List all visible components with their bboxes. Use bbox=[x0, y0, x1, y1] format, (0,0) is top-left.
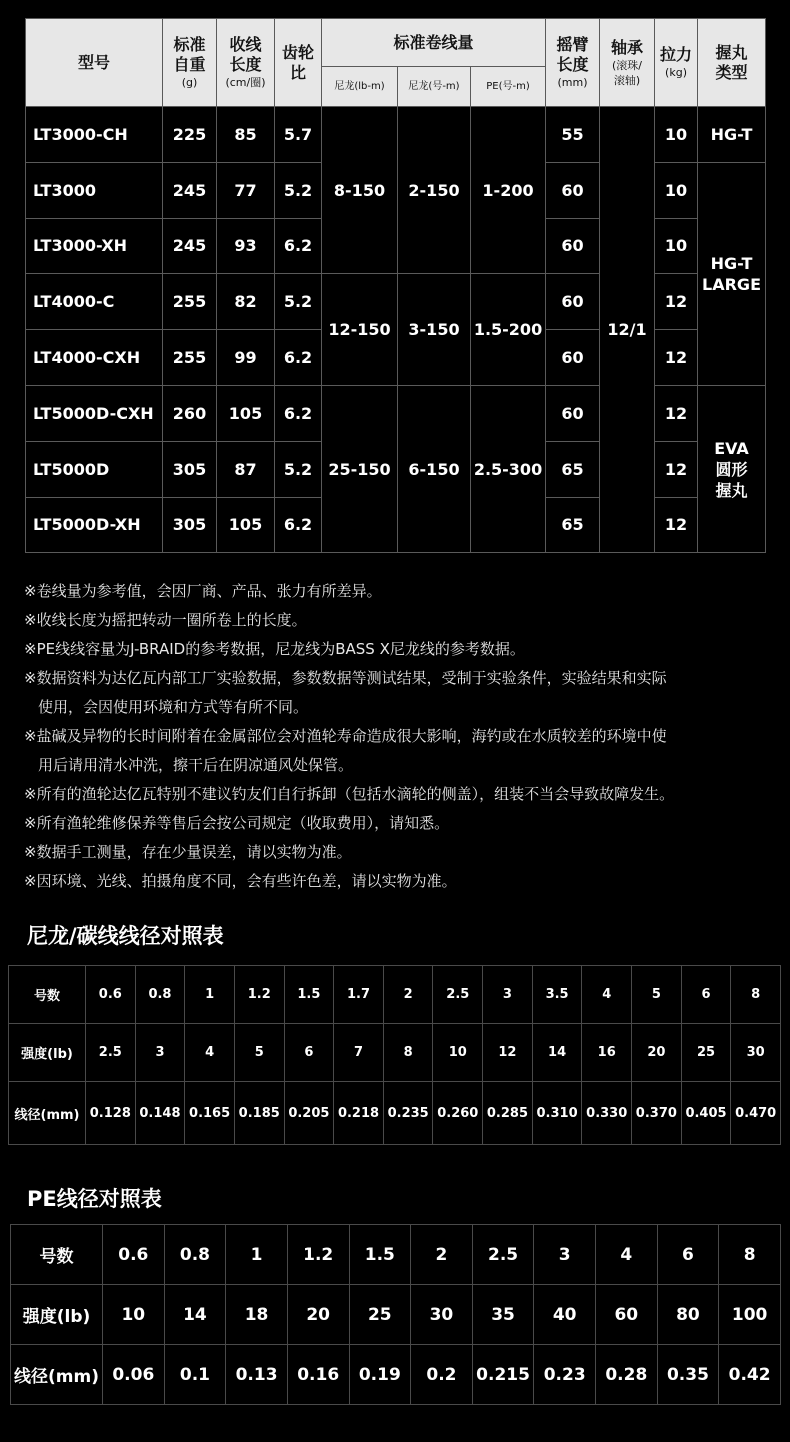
table-cell: 2 bbox=[411, 1225, 473, 1285]
knob-line: LARGE bbox=[702, 274, 761, 294]
handle-cell: 60 bbox=[546, 274, 600, 330]
table-cell: 5 bbox=[234, 1024, 284, 1082]
table-cell: 100 bbox=[719, 1285, 781, 1345]
gear-cell: 5.2 bbox=[275, 274, 322, 330]
drag-cell: 12 bbox=[655, 274, 698, 330]
table-row bbox=[26, 107, 766, 163]
gear-cell: 6.2 bbox=[275, 497, 322, 553]
table-cell: 7 bbox=[334, 1024, 384, 1082]
table-cell: 10 bbox=[103, 1285, 165, 1345]
model-cell: LT4000-C bbox=[26, 274, 163, 330]
table-cell: 6 bbox=[657, 1225, 719, 1285]
retrieve-cell: 85 bbox=[217, 107, 275, 163]
table-cell: 0.1 bbox=[164, 1345, 226, 1405]
header-bearing-unit: (滚珠/滚轴) bbox=[612, 58, 643, 87]
model-cell: LT3000-XH bbox=[26, 218, 163, 274]
table-cell: 1.5 bbox=[284, 966, 334, 1024]
table-row bbox=[9, 1082, 781, 1145]
table-cell: 0.470 bbox=[731, 1082, 781, 1145]
cap-pe-cell: 1-200 bbox=[471, 107, 546, 274]
model-cell: LT3000-CH bbox=[26, 107, 163, 163]
note-line: ※所有渔轮维修保养等售后会按公司规定（收取费用），请知悉。 bbox=[24, 814, 450, 832]
gear-cell: 5.7 bbox=[275, 107, 322, 163]
note-line: ※PE线线容量为J-BRAID的参考数据，尼龙线为BASS X尼龙线的参考数据。 bbox=[24, 640, 525, 658]
table-cell: 8 bbox=[383, 1024, 433, 1082]
bearing-cell: 12/1 bbox=[600, 107, 655, 553]
gear-cell: 6.2 bbox=[275, 330, 322, 386]
note-line: 使用，会因使用环境和方式等有所不同。 bbox=[38, 698, 309, 716]
header-gear-label: 齿轮比 bbox=[281, 42, 314, 82]
header-weight bbox=[163, 19, 217, 107]
table-row bbox=[26, 385, 766, 441]
table-cell: 0.2 bbox=[411, 1345, 473, 1405]
note-line: ※盐碱及异物的长时间附着在金属部位会对渔轮寿命造成很大影响，海钓或在水质较差的环境中使 bbox=[24, 727, 667, 745]
row-header-cell: 号数 bbox=[11, 1225, 103, 1285]
table-cell: 0.6 bbox=[86, 966, 136, 1024]
note-line: ※因环境、光线、拍摄角度不同，会有些许色差，请以实物为准。 bbox=[24, 872, 457, 890]
table-cell: 1.2 bbox=[287, 1225, 349, 1285]
table-cell: 6 bbox=[681, 966, 731, 1024]
nylon-diameter-table bbox=[8, 965, 781, 1145]
note-line: 用后请用清水冲洗，擦干后在阴凉通风处保管。 bbox=[38, 756, 354, 774]
gear-cell: 5.2 bbox=[275, 441, 322, 497]
drag-cell: 12 bbox=[655, 441, 698, 497]
retrieve-cell: 105 bbox=[217, 497, 275, 553]
handle-cell: 65 bbox=[546, 497, 600, 553]
drag-cell: 12 bbox=[655, 385, 698, 441]
table-cell: 18 bbox=[226, 1285, 288, 1345]
cap-nylon-lb-cell: 25-150 bbox=[322, 385, 398, 552]
table-cell: 0.28 bbox=[596, 1345, 658, 1405]
header-weight-unit: (g) bbox=[181, 76, 198, 89]
model-cell: LT5000D bbox=[26, 441, 163, 497]
table-cell: 0.23 bbox=[534, 1345, 596, 1405]
header-drag bbox=[655, 19, 698, 107]
table-cell: 0.285 bbox=[483, 1082, 533, 1145]
table-cell: 0.205 bbox=[284, 1082, 334, 1145]
table-cell: 2 bbox=[383, 966, 433, 1024]
row-header-cell: 强度(lb) bbox=[11, 1285, 103, 1345]
table-cell: 0.215 bbox=[472, 1345, 534, 1405]
table-cell: 14 bbox=[532, 1024, 582, 1082]
table-cell: 0.35 bbox=[657, 1345, 719, 1405]
table-cell: 80 bbox=[657, 1285, 719, 1345]
table-cell: 20 bbox=[632, 1024, 682, 1082]
knob-line: HG-T bbox=[710, 253, 753, 273]
cap-nylon-no-cell: 3-150 bbox=[398, 274, 471, 386]
knob-cell bbox=[698, 162, 766, 385]
retrieve-cell: 99 bbox=[217, 330, 275, 386]
table-cell: 20 bbox=[287, 1285, 349, 1345]
weight-cell: 305 bbox=[163, 497, 217, 553]
table-cell: 0.16 bbox=[287, 1345, 349, 1405]
retrieve-cell: 105 bbox=[217, 385, 275, 441]
table-row bbox=[11, 1345, 781, 1405]
row-header-cell: 号数 bbox=[9, 966, 86, 1024]
header-handle-unit: (mm) bbox=[557, 76, 588, 89]
table-cell: 0.310 bbox=[532, 1082, 582, 1145]
handle-cell: 60 bbox=[546, 385, 600, 441]
gear-cell: 6.2 bbox=[275, 385, 322, 441]
table-row bbox=[11, 1285, 781, 1345]
cap-nylon-no-cell: 2-150 bbox=[398, 107, 471, 274]
handle-cell: 60 bbox=[546, 162, 600, 218]
table-cell: 12 bbox=[483, 1024, 533, 1082]
note-line: ※收线长度为摇把转动一圈所卷上的长度。 bbox=[24, 611, 307, 629]
table-cell: 5 bbox=[632, 966, 682, 1024]
table-cell: 0.8 bbox=[135, 966, 185, 1024]
table-cell: 0.06 bbox=[103, 1345, 165, 1405]
table-row bbox=[9, 1024, 781, 1082]
handle-cell: 60 bbox=[546, 330, 600, 386]
table-cell: 0.19 bbox=[349, 1345, 411, 1405]
table-cell: 0.330 bbox=[582, 1082, 632, 1145]
gear-cell: 6.2 bbox=[275, 218, 322, 274]
table-cell: 14 bbox=[164, 1285, 226, 1345]
cap-nylon-lb-cell: 12-150 bbox=[322, 274, 398, 386]
header-cap-nylon-lb: 尼龙(lb-m) bbox=[322, 67, 398, 107]
table-cell: 25 bbox=[349, 1285, 411, 1345]
table-cell: 60 bbox=[596, 1285, 658, 1345]
table-cell: 10 bbox=[433, 1024, 483, 1082]
header-retrieve-unit: (cm/圈) bbox=[225, 76, 266, 89]
header-knob bbox=[698, 19, 766, 107]
note-line: ※数据资料为达亿瓦内部工厂实验数据，参数数据等测试结果，受制于实验条件，实验结果和实际 bbox=[24, 669, 667, 687]
knob-cell bbox=[698, 107, 766, 163]
table-row bbox=[9, 966, 781, 1024]
table-cell: 3 bbox=[135, 1024, 185, 1082]
retrieve-cell: 93 bbox=[217, 218, 275, 274]
table-cell: 16 bbox=[582, 1024, 632, 1082]
table-cell: 2.5 bbox=[472, 1225, 534, 1285]
model-cell: LT5000D-XH bbox=[26, 497, 163, 553]
table-cell: 30 bbox=[411, 1285, 473, 1345]
table-cell: 0.42 bbox=[719, 1345, 781, 1405]
table-cell: 1.5 bbox=[349, 1225, 411, 1285]
table-cell: 0.185 bbox=[234, 1082, 284, 1145]
header-cap-pe: PE(号-m) bbox=[471, 67, 546, 107]
table-cell: 0.405 bbox=[681, 1082, 731, 1145]
table-cell: 1.7 bbox=[334, 966, 384, 1024]
table-cell: 0.8 bbox=[164, 1225, 226, 1285]
note-line: ※数据手工测量，存在少量误差，请以实物为准。 bbox=[24, 843, 352, 861]
table-cell: 8 bbox=[731, 966, 781, 1024]
model-cell: LT5000D-CXH bbox=[26, 385, 163, 441]
header-retrieve bbox=[217, 19, 275, 107]
table-cell: 30 bbox=[731, 1024, 781, 1082]
weight-cell: 245 bbox=[163, 162, 217, 218]
note-line: ※所有的渔轮达亿瓦特别不建议钓友们自行拆卸（包括水滴轮的侧盖），组装不当会导致故障发生。 bbox=[24, 785, 675, 803]
weight-cell: 305 bbox=[163, 441, 217, 497]
header-retrieve-label: 收线长度 bbox=[229, 35, 262, 74]
header-drag-label: 拉力 bbox=[660, 45, 693, 64]
table-cell: 0.6 bbox=[103, 1225, 165, 1285]
spec-table bbox=[25, 18, 766, 553]
table-cell: 8 bbox=[719, 1225, 781, 1285]
table-cell: 0.13 bbox=[226, 1345, 288, 1405]
table-cell: 25 bbox=[681, 1024, 731, 1082]
weight-cell: 255 bbox=[163, 330, 217, 386]
table-cell: 0.148 bbox=[135, 1082, 185, 1145]
table-cell: 3 bbox=[483, 966, 533, 1024]
table-cell: 4 bbox=[582, 966, 632, 1024]
knob-line: EVA bbox=[714, 438, 749, 458]
header-drag-unit: (kg) bbox=[665, 66, 687, 79]
table-cell: 3.5 bbox=[532, 966, 582, 1024]
notes-list bbox=[24, 577, 784, 896]
table-cell: 3 bbox=[534, 1225, 596, 1285]
retrieve-cell: 77 bbox=[217, 162, 275, 218]
table-cell: 1 bbox=[226, 1225, 288, 1285]
table-cell: 0.260 bbox=[433, 1082, 483, 1145]
model-cell: LT4000-CXH bbox=[26, 330, 163, 386]
knob-line: HG-T bbox=[710, 124, 753, 144]
header-handle bbox=[546, 19, 600, 107]
nylon-table-title: 尼龙/碳线线径对照表 bbox=[27, 924, 224, 948]
header-knob-label: 握丸类型 bbox=[715, 42, 748, 82]
handle-cell: 65 bbox=[546, 441, 600, 497]
weight-cell: 225 bbox=[163, 107, 217, 163]
weight-cell: 260 bbox=[163, 385, 217, 441]
cap-pe-cell: 2.5-300 bbox=[471, 385, 546, 552]
drag-cell: 10 bbox=[655, 107, 698, 163]
pe-diameter-table bbox=[10, 1224, 781, 1405]
drag-cell: 12 bbox=[655, 497, 698, 553]
note-line: ※卷线量为参考值，会因厂商、产品、张力有所差异。 bbox=[24, 582, 382, 600]
cap-nylon-lb-cell: 8-150 bbox=[322, 107, 398, 274]
pe-table-title: PE线径对照表 bbox=[27, 1187, 162, 1211]
table-cell: 4 bbox=[185, 1024, 235, 1082]
row-header-cell: 线径(mm) bbox=[11, 1345, 103, 1405]
table-cell: 6 bbox=[284, 1024, 334, 1082]
drag-cell: 12 bbox=[655, 330, 698, 386]
cap-pe-cell: 1.5-200 bbox=[471, 274, 546, 386]
table-cell: 1.2 bbox=[234, 966, 284, 1024]
cap-nylon-no-cell: 6-150 bbox=[398, 385, 471, 552]
retrieve-cell: 82 bbox=[217, 274, 275, 330]
knob-line: 圆形 bbox=[715, 459, 748, 479]
table-row bbox=[26, 274, 766, 330]
table-cell: 0.218 bbox=[334, 1082, 384, 1145]
header-weight-label: 标准自重 bbox=[173, 35, 206, 74]
model-cell: LT3000 bbox=[26, 162, 163, 218]
table-cell: 2.5 bbox=[86, 1024, 136, 1082]
table-cell: 35 bbox=[472, 1285, 534, 1345]
table-cell: 4 bbox=[596, 1225, 658, 1285]
table-row bbox=[11, 1225, 781, 1285]
header-cap-nylon-no: 尼龙(号-m) bbox=[398, 67, 471, 107]
table-cell: 40 bbox=[534, 1285, 596, 1345]
header-gear bbox=[275, 19, 322, 107]
table-cell: 0.235 bbox=[383, 1082, 433, 1145]
retrieve-cell: 87 bbox=[217, 441, 275, 497]
row-header-cell: 线径(mm) bbox=[9, 1082, 86, 1145]
gear-cell: 5.2 bbox=[275, 162, 322, 218]
knob-line: 握丸 bbox=[715, 480, 748, 500]
handle-cell: 60 bbox=[546, 218, 600, 274]
handle-cell: 55 bbox=[546, 107, 600, 163]
header-bearing-label: 轴承 bbox=[611, 37, 644, 57]
weight-cell: 255 bbox=[163, 274, 217, 330]
row-header-cell: 强度(lb) bbox=[9, 1024, 86, 1082]
weight-cell: 245 bbox=[163, 218, 217, 274]
knob-cell bbox=[698, 385, 766, 552]
drag-cell: 10 bbox=[655, 162, 698, 218]
header-handle-label: 摇臂长度 bbox=[556, 35, 589, 74]
table-cell: 2.5 bbox=[433, 966, 483, 1024]
drag-cell: 10 bbox=[655, 218, 698, 274]
table-cell: 0.370 bbox=[632, 1082, 682, 1145]
table-cell: 0.165 bbox=[185, 1082, 235, 1145]
header-capacity: 标准卷线量 bbox=[322, 19, 546, 67]
table-cell: 0.128 bbox=[86, 1082, 136, 1145]
header-model: 型号 bbox=[26, 19, 163, 107]
table-cell: 1 bbox=[185, 966, 235, 1024]
header-bearing bbox=[600, 19, 655, 107]
